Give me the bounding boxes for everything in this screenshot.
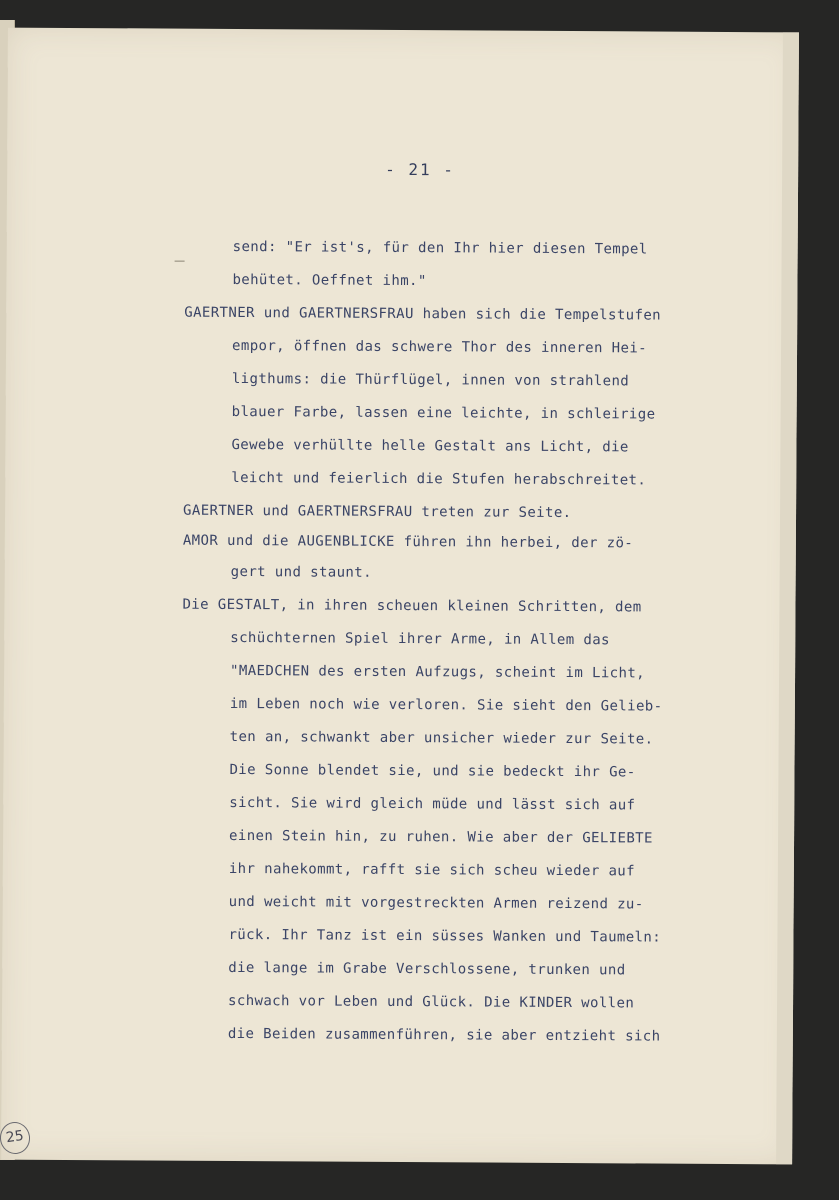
- text-line: im Leben noch wie verloren. Sie sieht den Gelieb-: [229, 695, 663, 715]
- margin-pencil-mark: [175, 261, 185, 262]
- text-line: empor, öffnen das schwere Thor des inneren Hei-: [232, 337, 648, 357]
- text-line: Gewebe verhüllte helle Gestalt ans Licht, die: [231, 436, 629, 456]
- text-line: blauer Farbe, lassen eine leichte, in schleirige: [231, 403, 656, 423]
- text-line: schwach vor Leben und Glück. Die KINDER wollen: [228, 992, 635, 1012]
- text-line: send: "Er ist's, für den Ihr hier diesen Tempel: [232, 238, 648, 258]
- text-line: GAERTNER und GAERTNERSFRAU treten zur Seite.: [183, 502, 572, 522]
- typescript-body: [1, 28, 799, 1165]
- text-line: Die GESTALT, in ihren scheuen kleinen Schritten, dem: [182, 596, 642, 616]
- text-line: gert und staunt.: [230, 563, 372, 581]
- text-line: und weicht mit vorgestreckten Armen reizend zu-: [228, 893, 644, 913]
- text-line: die lange im Grabe Verschlossene, trunken und: [228, 959, 626, 979]
- text-line: ten an, schwankt aber unsicher wieder zur Seite.: [229, 728, 654, 748]
- text-line: sicht. Sie wird gleich müde und lässt sich auf: [229, 794, 636, 814]
- typescript-page: [1, 28, 799, 1165]
- text-line: ligthums: die Thürflügel, innen von strahlend: [231, 370, 630, 390]
- text-line: behütet. Oeffnet ihm.": [232, 271, 427, 290]
- handwritten-folio-note: 25: [0, 1120, 32, 1156]
- text-line: GAERTNER und GAERTNERSFRAU haben sich die Tempelstufen: [184, 304, 662, 324]
- text-line: leicht und feierlich die Stufen herabschreitet.: [231, 469, 647, 489]
- text-line: rück. Ihr Tanz ist ein süsses Wanken und Taumeln:: [228, 926, 662, 946]
- text-line: die Beiden zusammenführen, sie aber entzieht sich: [227, 1025, 661, 1045]
- page-number: - 21 -: [385, 159, 456, 180]
- text-line: "MAEDCHEN des ersten Aufzugs, scheint im Licht,: [230, 662, 646, 682]
- text-line: schüchternen Spiel ihrer Arme, in Allem das: [230, 629, 610, 649]
- text-line: einen Stein hin, zu ruhen. Wie aber der GELIEBTE: [229, 827, 653, 847]
- text-line: ihr nahekommt, rafft sie sich scheu wieder auf: [228, 860, 636, 880]
- text-line: AMOR und die AUGENBLICKE führen ihn herbei, der zö-: [182, 532, 634, 552]
- text-line: Die Sonne blendet sie, und sie bedeckt ihr Ge-: [229, 761, 636, 781]
